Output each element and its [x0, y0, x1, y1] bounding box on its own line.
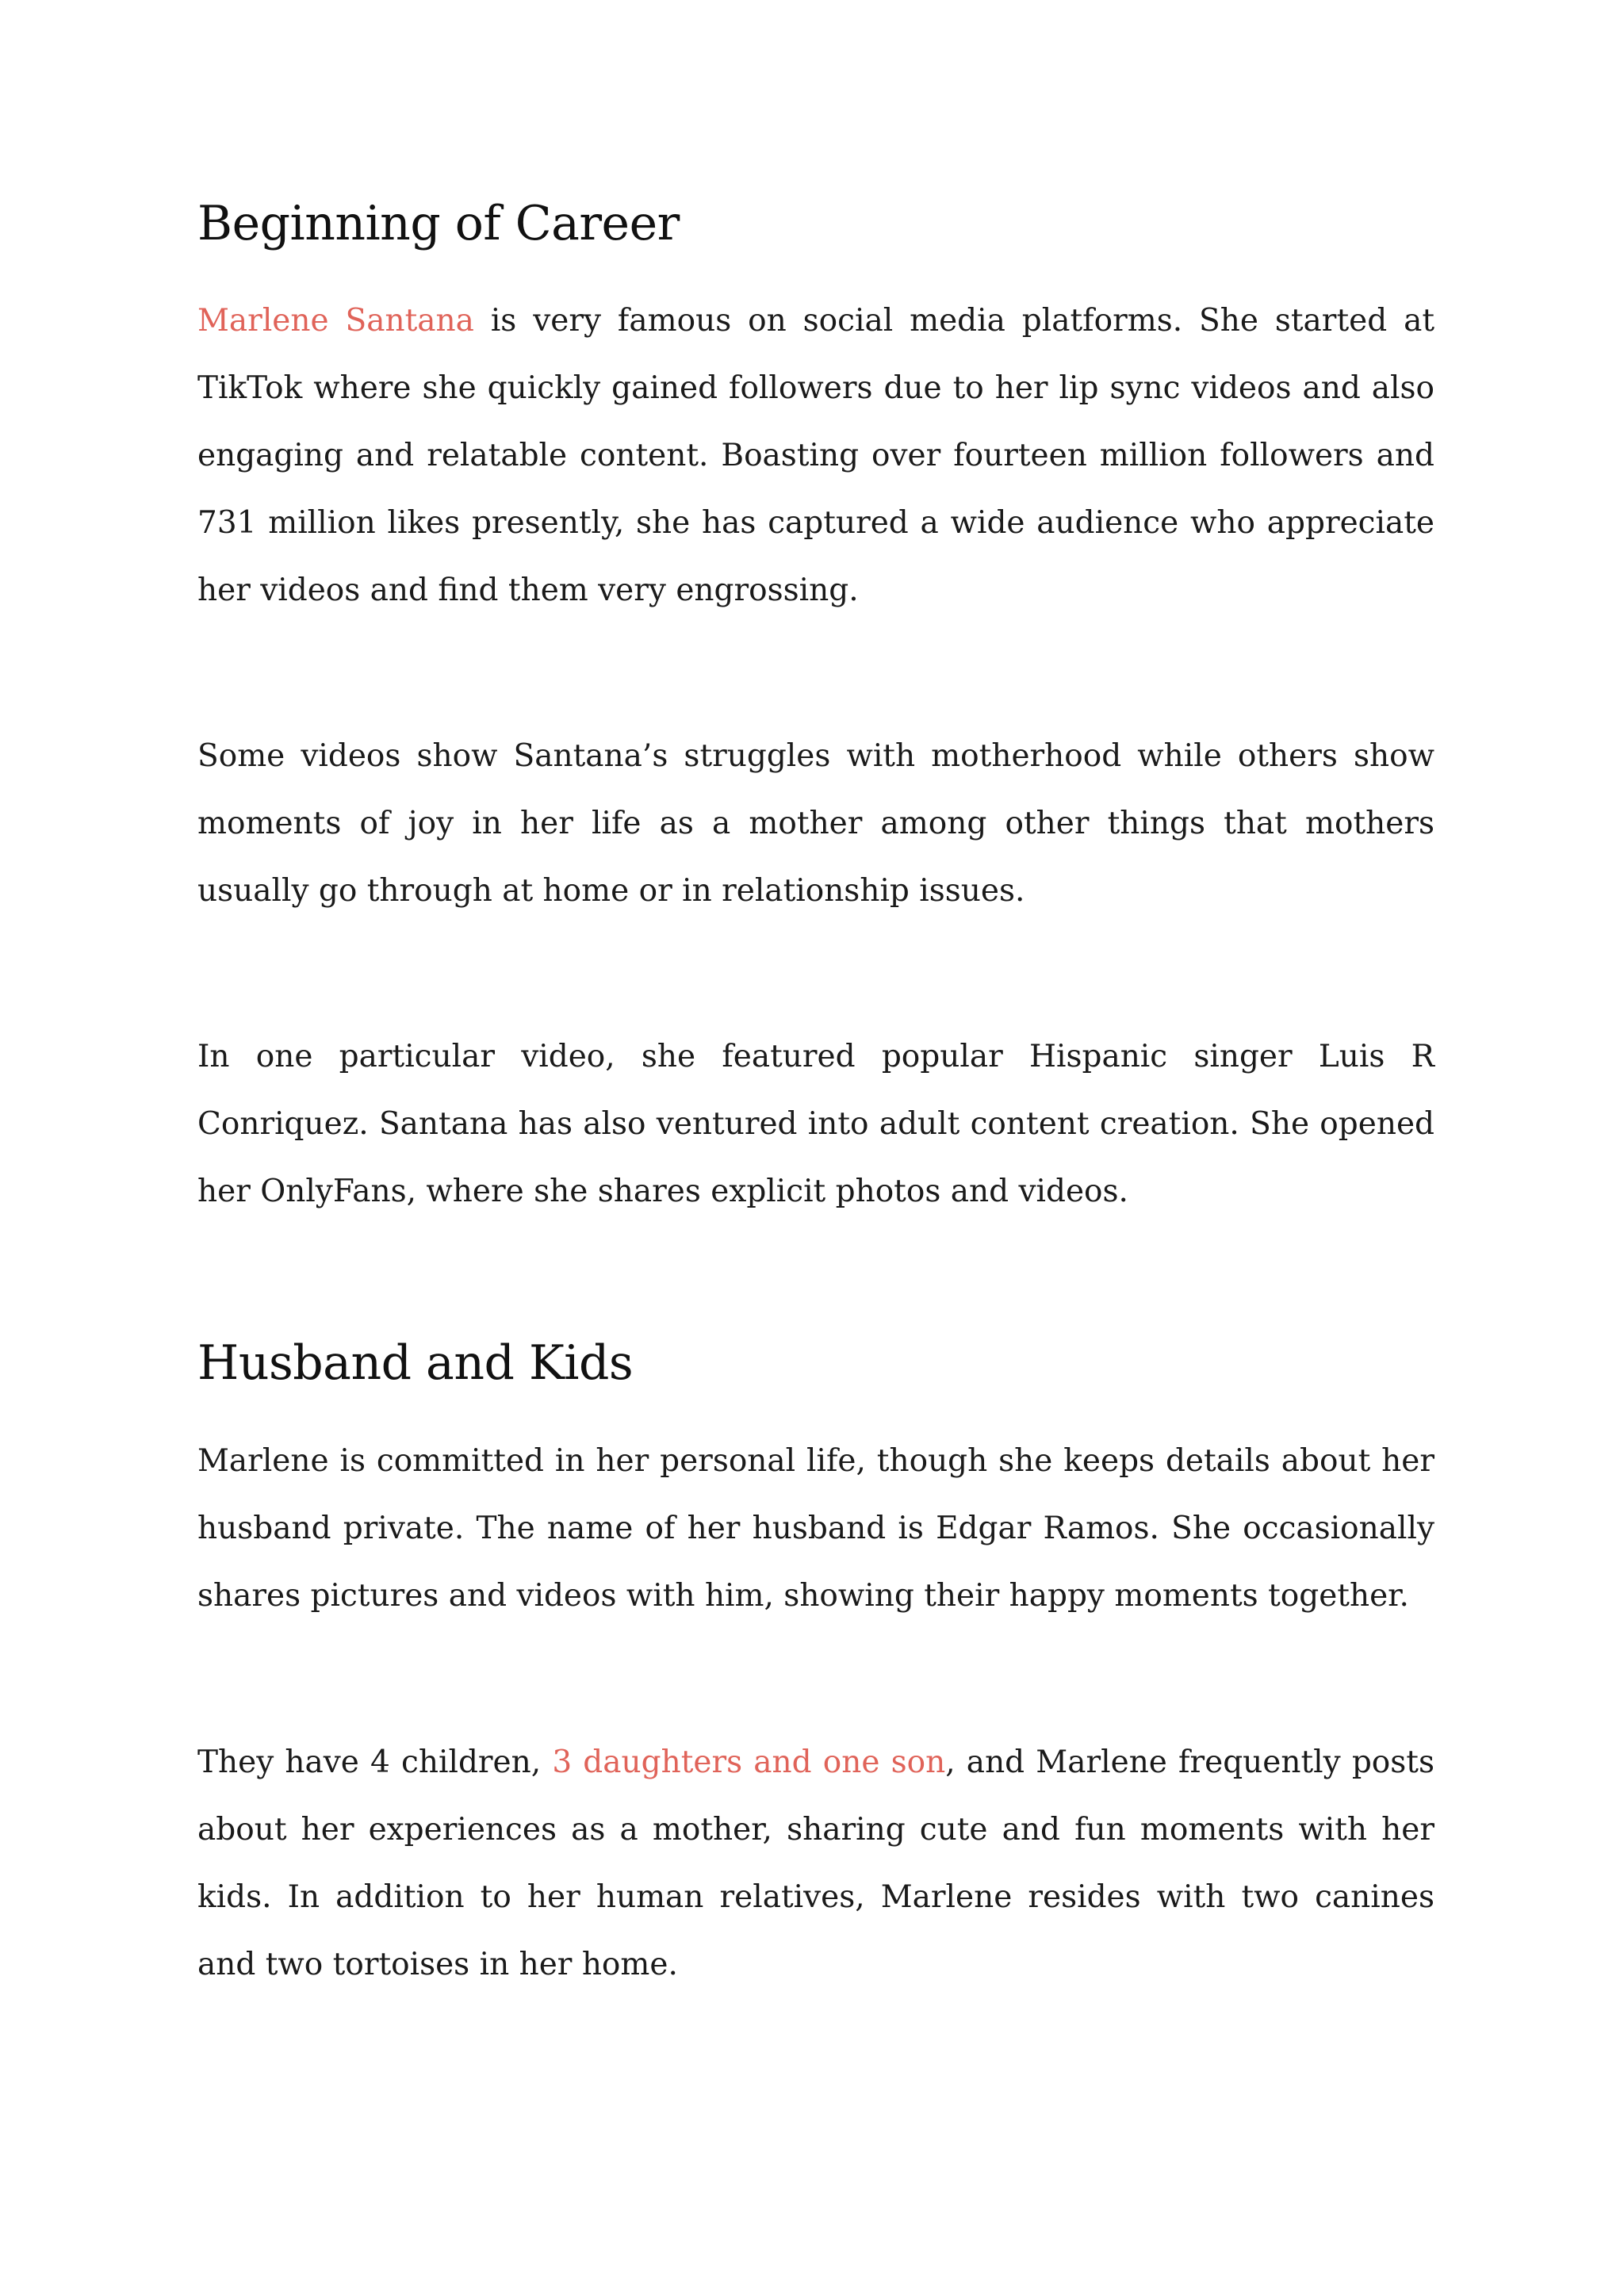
section-heading-husband-kids: Husband and Kids	[197, 1335, 634, 1391]
kids-paragraph	[197, 1729, 1434, 1998]
marlene-santana-link[interactable]: Marlene Santana	[197, 303, 474, 339]
career-paragraph-1-text: is very famous on social media platforms. She started at TikTok where she quickly gained followers due to her lip sync videos and also engaging and relatable content. Boasting over fourteen million followers and 731 million likes presently, she has captured a wide audience who appreciate her videos and find them very engrossing.	[197, 303, 1435, 608]
career-paragraph-3: In one particular video, she featured popular Hispanic singer Luis R Conriquez. Santana has also ventured into adult content creation. She opened her OnlyFans, where she shares explicit photos and videos.	[197, 1039, 1434, 1209]
kids-paragraph-text-before: They have 4 children,	[197, 1744, 553, 1780]
career-paragraph-1	[197, 287, 1434, 624]
daughters-son-link[interactable]: 3 daughters and one son	[552, 1744, 946, 1780]
husband-paragraph: Marlene is committed in her personal life, though she keeps details about her husband private. The name of her husband is Edgar Ramos. She occasionally shares pictures and videos with him, showing their happy moments together.	[197, 1443, 1434, 1614]
kids-paragraph-text-after: , and Marlene frequently posts about her experiences as a mother, sharing cute and fun moments with her kids. In addition to her human relatives, Marlene resides with two canines and two tortoises in her home.	[197, 1744, 1434, 1982]
section-heading-career: Beginning of Career	[197, 196, 680, 251]
career-paragraph-2: Some videos show Santana’s struggles with motherhood while others show moments of joy in her life as a mother among other things that mothers usually go through at home or in relationship issues.	[197, 738, 1434, 909]
